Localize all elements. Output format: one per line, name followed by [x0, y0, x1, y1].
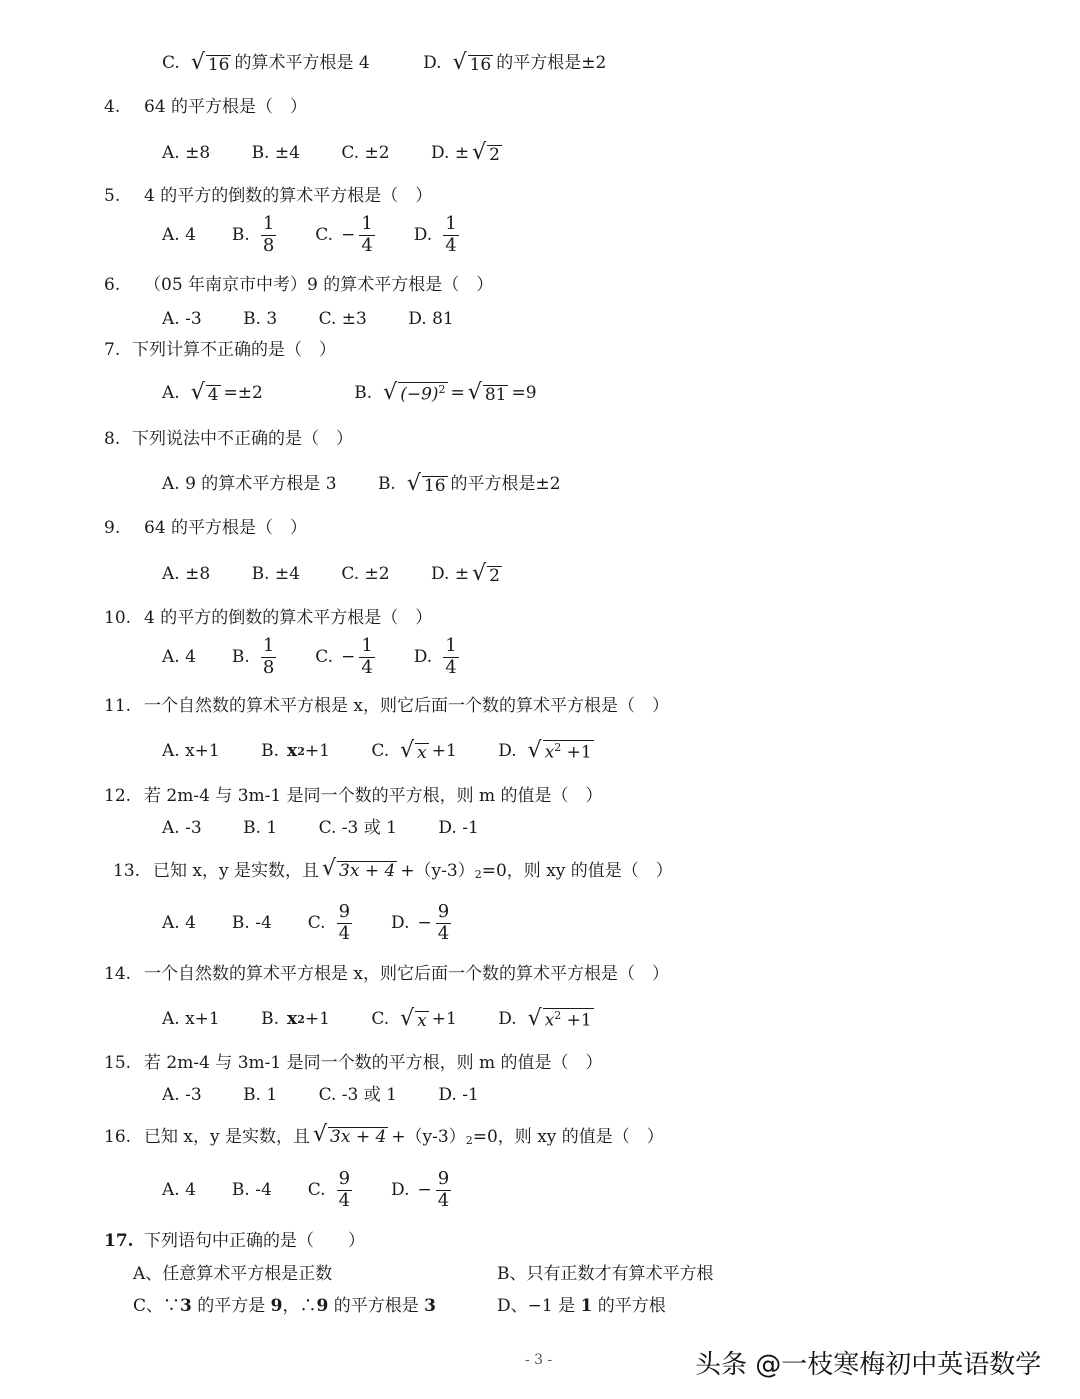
q5-options: A. 4 B. $\frac{1}{8}$ C. − $\frac{1}{4}$ D. $\frac{1}{4}$: [162, 213, 457, 256]
q13-stem: 13. 已知 x，y 是实数，且 √ 3x + 4 +（y-3） 2 =0，则 xy 的值是（ ）: [113, 856, 673, 881]
fraction: $\frac{9}{4}$: [437, 901, 450, 944]
sqrt-expression: √ 4: [190, 380, 219, 405]
q17-stem: 17. 下列语句中正确的是（ ）: [104, 1231, 365, 1251]
q14-stem: 14. 一个自然数的算术平方根是 x，则它后面一个数的算术平方根是（ ）: [104, 964, 669, 984]
q17-option-a: A、任意算术平方根是正数: [133, 1264, 333, 1284]
fraction: $\frac{9}{4}$: [338, 901, 351, 944]
sqrt-expression: √ 2: [472, 561, 500, 586]
sqrt-expression: √ 3x + 4: [322, 856, 396, 881]
sqrt-expression: √ 16: [406, 471, 446, 496]
sqrt-expression: √ 16: [452, 50, 492, 75]
fraction: $\frac{9}{4}$: [338, 1168, 351, 1211]
q11-options: A. x+1 B. x 2 +1 C. √ x +1 D. √ $x^2 +1$: [162, 738, 592, 763]
fraction: $\frac{1}{4}$: [445, 635, 457, 678]
fraction: $\frac{1}{8}$: [262, 213, 275, 256]
q17-option-d: D、−1 是 1 的平方根: [497, 1296, 666, 1316]
q9-stem: 9. 64 的平方根是（ ）: [104, 518, 308, 538]
q14-options: A. x+1 B. x 2 +1 C. √ x +1 D. √ $x^2 +1$: [162, 1006, 592, 1031]
q16-options: A. 4 B. -4 C. $\frac{9}{4}$ D. − $\frac{9}{4}$: [162, 1168, 450, 1211]
sqrt-expression: √ $x^2 +1$: [527, 1006, 592, 1031]
sqrt-expression: √ 16: [190, 50, 230, 75]
q7-options: A. √ 4 =±2 B. √ $(-9)^2$ = √ 81 =9: [162, 380, 537, 405]
fraction: $\frac{1}{4}$: [361, 635, 373, 678]
q13-options: A. 4 B. -4 C. $\frac{9}{4}$ D. − $\frac{9}{4}$: [162, 901, 450, 944]
q6-stem: 6. （05 年南京市中考）9 的算术平方根是（ ）: [104, 275, 494, 295]
q6-options: A. -3 B. 3 C. ±3 D. 81: [162, 309, 454, 329]
q3-option-d: D. √ 16 的平方根是±2: [423, 50, 607, 75]
q10-options: A. 4 B. $\frac{1}{8}$ C. − $\frac{1}{4}$ D. $\frac{1}{4}$: [162, 635, 457, 678]
q9-options: A. ±8 B. ±4 C. ±2 D. ± √ 2: [162, 561, 500, 586]
q5-stem: 5. 4 的平方的倒数的算术平方根是（ ）: [104, 186, 433, 206]
q8-stem: 8. 下列说法中不正确的是（ ）: [104, 429, 353, 449]
q3-option-c: C. √ 16 的算术平方根是 4: [162, 50, 370, 75]
fraction: $\frac{1}{4}$: [445, 213, 457, 256]
fraction: $\frac{1}{8}$: [262, 635, 275, 678]
q12-options: A. -3 B. 1 C. -3 或 1 D. -1: [162, 818, 479, 838]
q8-options: A. 9 的算术平方根是 3 B. √ 16 的平方根是±2: [162, 471, 561, 496]
sqrt-expression: √ $(-9)^2$: [383, 380, 446, 405]
watermark: 头条 @一枝寒梅初中英语数学: [695, 1350, 1042, 1380]
q11-stem: 11. 一个自然数的算术平方根是 x，则它后面一个数的算术平方根是（ ）: [104, 696, 669, 716]
sqrt-expression: √ 2: [472, 140, 500, 165]
q3-options: [162, 52, 642, 74]
q16-stem: 16. 已知 x，y 是实数，且 √ 3x + 4 +（y-3） 2 =0，则 xy 的值是（ ）: [104, 1122, 664, 1147]
q17-option-b: B、只有正数才有算术平方根: [497, 1264, 714, 1284]
q15-stem: 15. 若 2m-4 与 3m-1 是同一个数的平方根，则 m 的值是（ ）: [104, 1053, 603, 1073]
sqrt-expression: √ x: [400, 738, 427, 763]
sqrt-expression: √ x: [400, 1006, 427, 1031]
fraction: $\frac{1}{4}$: [361, 213, 373, 256]
fraction: $\frac{9}{4}$: [437, 1168, 450, 1211]
q15-options: A. -3 B. 1 C. -3 或 1 D. -1: [162, 1085, 479, 1105]
q4-option-d: D. ± √ 2: [431, 140, 500, 165]
page-number: - 3 -: [525, 1352, 553, 1368]
sqrt-expression: √ $x^2 +1$: [527, 738, 592, 763]
q4-stem: 4. 64 的平方根是（ ）: [104, 97, 308, 117]
q12-stem: 12. 若 2m-4 与 3m-1 是同一个数的平方根，则 m 的值是（ ）: [104, 786, 603, 806]
q10-stem: 10. 4 的平方的倒数的算术平方根是（ ）: [104, 608, 433, 628]
q4-options: A. ±8 B. ±4 C. ±2 D. ± √ 2: [162, 142, 541, 164]
sqrt-expression: √ 3x + 4: [313, 1122, 387, 1147]
q17-option-c: C、∵3 的平方是 9，∴9 的平方根是 3: [133, 1296, 437, 1316]
q7-stem: 7. 下列计算不正确的是（ ）: [104, 340, 336, 360]
sqrt-expression: √ 81: [467, 380, 507, 405]
